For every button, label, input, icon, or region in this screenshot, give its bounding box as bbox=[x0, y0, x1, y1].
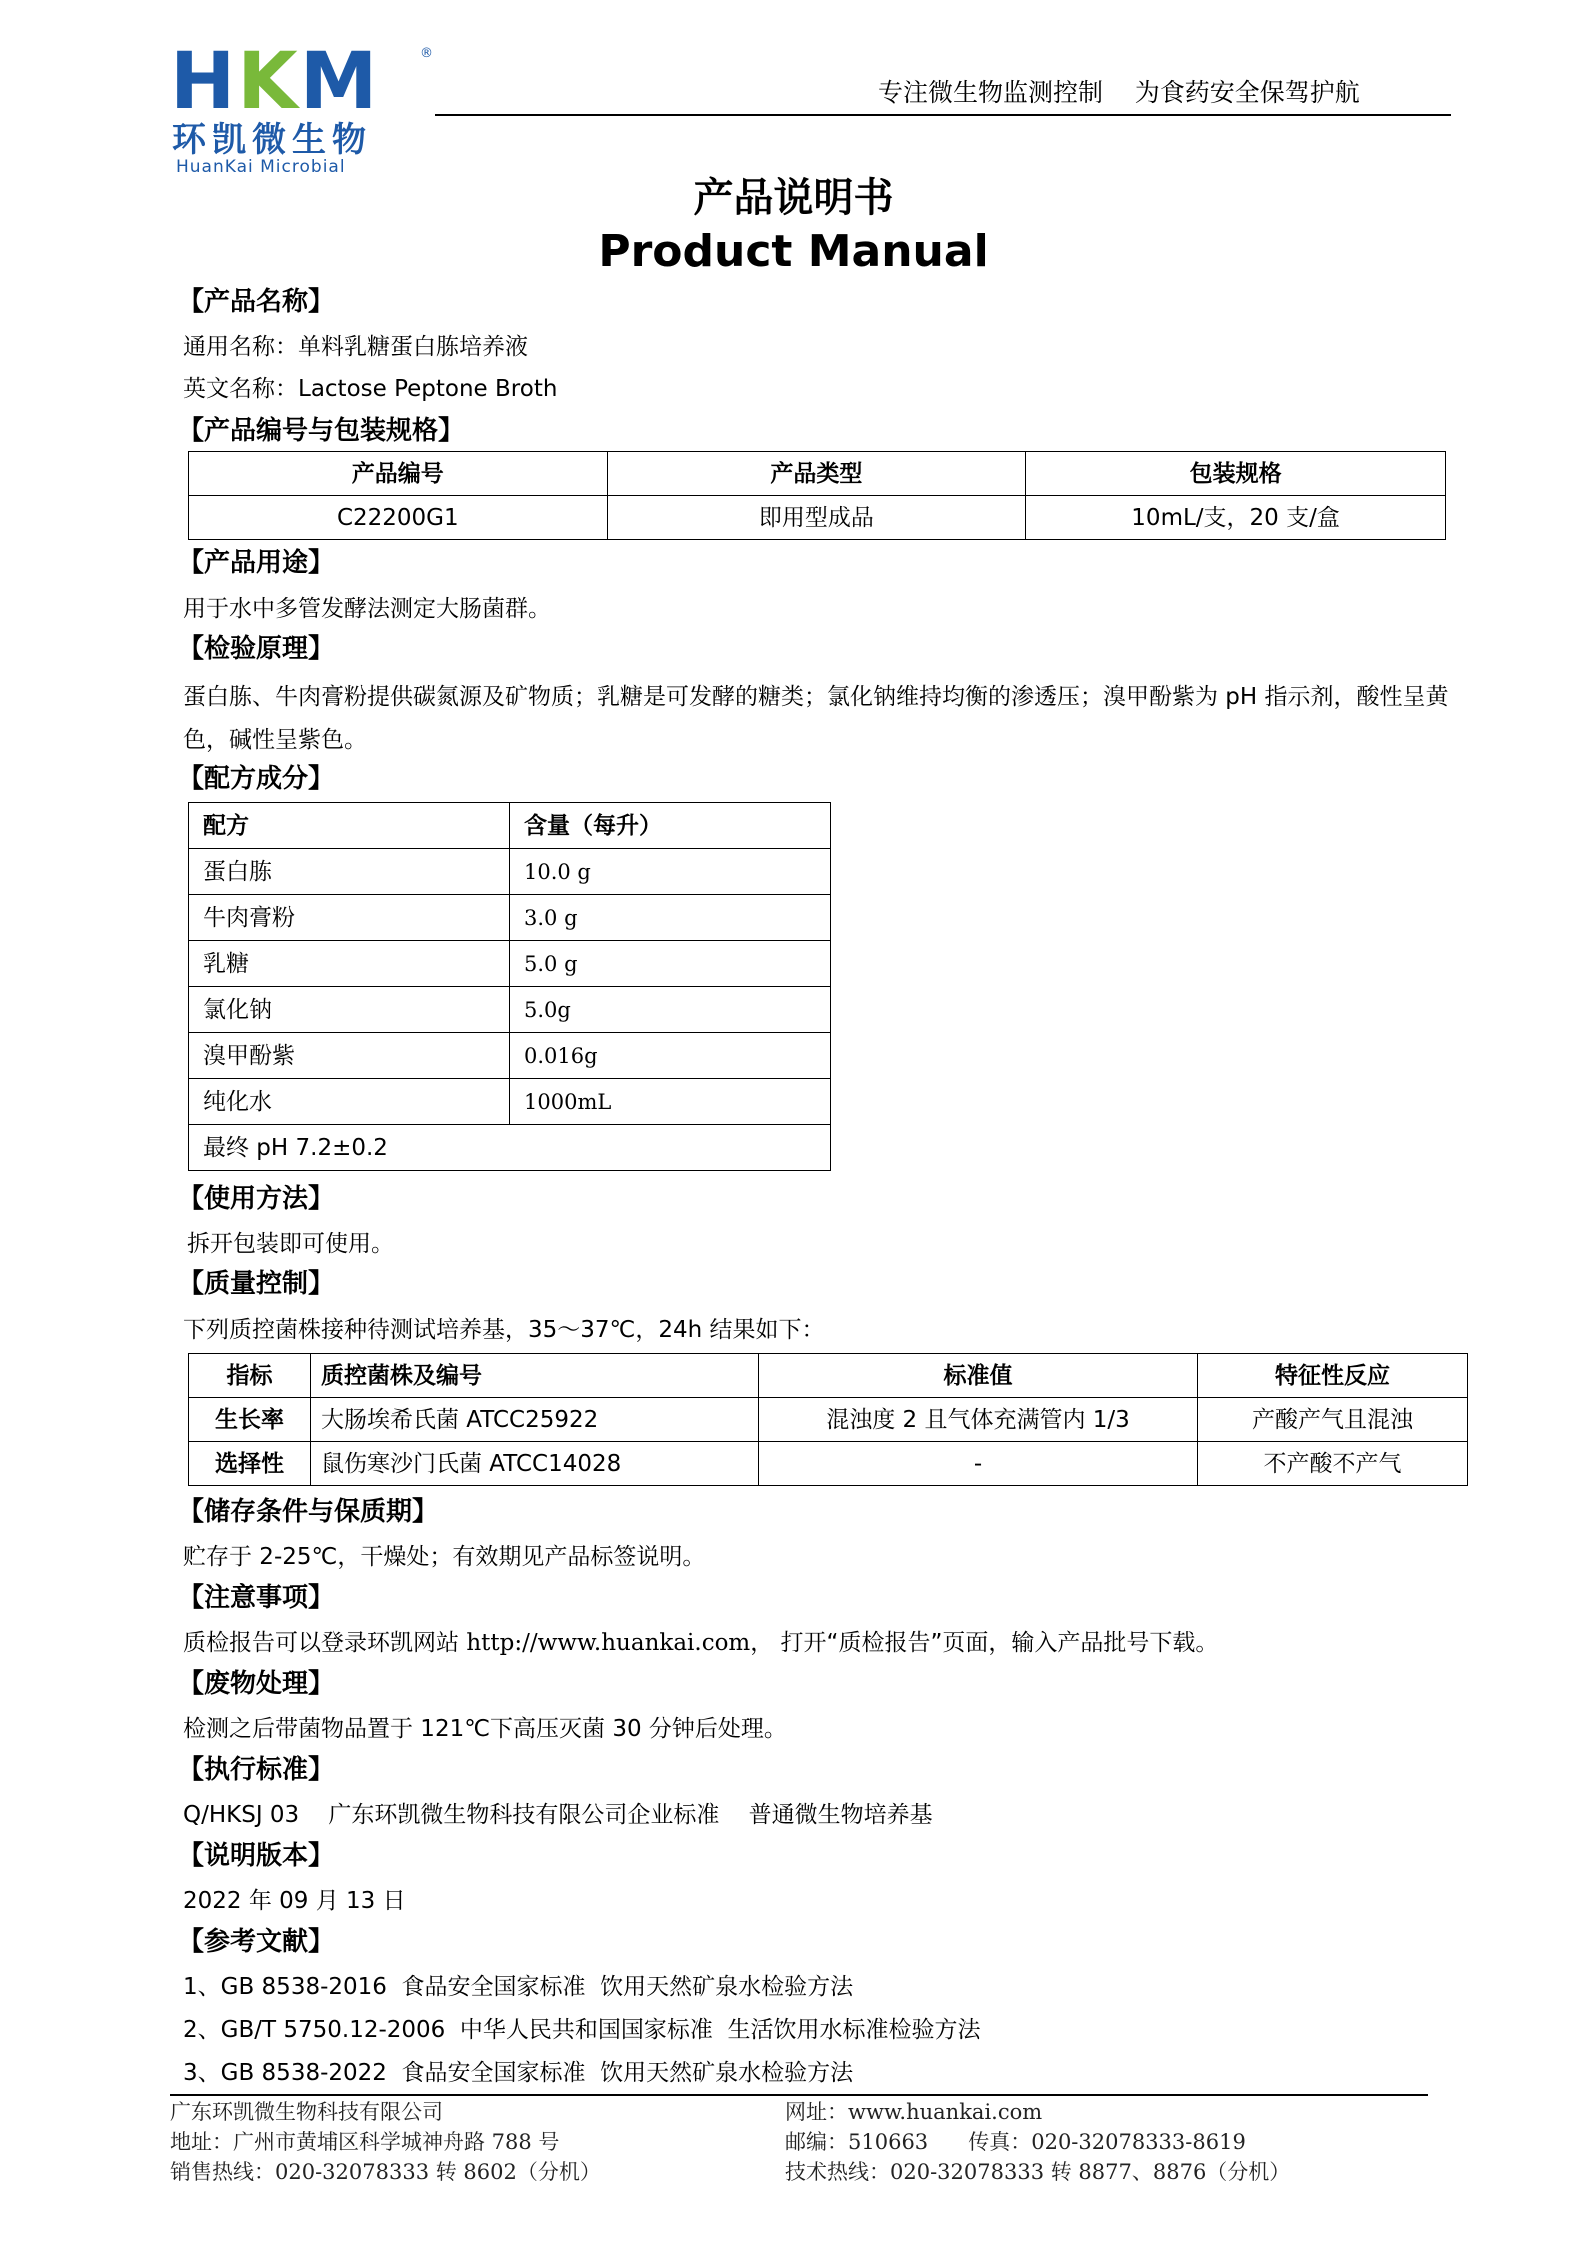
section-heading-name: 【产品名称】 bbox=[178, 287, 335, 317]
table-row bbox=[189, 1442, 1468, 1486]
ingredient-amount: 5.0 g bbox=[510, 941, 831, 987]
table-header-cell: 标准值 bbox=[759, 1354, 1198, 1398]
standard-text: Q/HKSJ 03 广东环凯微生物科技有限公司企业标准 普通微生物培养基 bbox=[183, 1802, 933, 1828]
table-row bbox=[189, 1398, 1468, 1442]
table-row bbox=[189, 895, 831, 941]
ingredient-name: 纯化水 bbox=[189, 1079, 510, 1125]
table-header-row bbox=[189, 803, 831, 849]
reference-item: 1、GB 8538-2016 食品安全国家标准 饮用天然矿泉水检验方法 bbox=[183, 1974, 854, 2000]
table-header-cell: 含量（每升） bbox=[510, 803, 831, 849]
section-heading-notes: 【注意事项】 bbox=[178, 1583, 335, 1613]
qc-reaction: 不产酸不产气 bbox=[1198, 1442, 1468, 1486]
section-heading-formula: 【配方成分】 bbox=[178, 764, 335, 794]
footer-sales-line: 销售热线：020-32078333 转 8602（分机） bbox=[170, 2160, 601, 2184]
table-header-cell: 产品编号 bbox=[189, 452, 608, 496]
section-heading-storage: 【储存条件与保质期】 bbox=[178, 1497, 439, 1527]
header-slogan: 专注微生物监测控制 为食药安全保驾护航 bbox=[878, 78, 1360, 107]
section-heading-principle: 【检验原理】 bbox=[178, 634, 335, 664]
ingredient-name: 氯化钠 bbox=[189, 987, 510, 1033]
table-header-cell: 特征性反应 bbox=[1198, 1354, 1468, 1398]
ingredient-amount: 0.016g bbox=[510, 1033, 831, 1079]
section-heading-standard: 【执行标准】 bbox=[178, 1755, 335, 1785]
section-heading-use: 【产品用途】 bbox=[178, 548, 335, 578]
footer-divider bbox=[170, 2094, 1428, 2096]
logo-mark-k: K bbox=[237, 37, 300, 127]
table-row bbox=[189, 1079, 831, 1125]
ingredient-amount: 5.0g bbox=[510, 987, 831, 1033]
qc-intro: 下列质控菌株接种待测试培养基，35～37℃，24h 结果如下： bbox=[183, 1317, 825, 1343]
registered-mark: ® bbox=[420, 46, 433, 61]
notes-text bbox=[183, 1628, 1218, 1658]
footer-company: 广东环凯微生物科技有限公司 bbox=[170, 2100, 443, 2124]
storage-text: 贮存于 2-25℃，干燥处；有效期见产品标签说明。 bbox=[183, 1544, 706, 1570]
section-heading-version: 【说明版本】 bbox=[178, 1841, 335, 1871]
section-heading-references: 【参考文献】 bbox=[178, 1927, 335, 1957]
version-date: 2022 年 09 月 13 日 bbox=[183, 1888, 406, 1914]
website-link[interactable]: http://www.huankai.com bbox=[466, 1630, 751, 1656]
qc-indicator: 生长率 bbox=[189, 1398, 311, 1442]
principle-text: 蛋白胨、牛肉膏粉提供碳氮源及矿物质；乳糖是可发酵的糖类；氯化钠维持均衡的渗透压；溴甲酚紫为 pH 指示剂，酸性呈黄色，碱性呈紫色。 bbox=[183, 684, 1449, 753]
reference-item: 2、GB/T 5750.12-2006 中华人民共和国国家标准 生活饮用水标准检验方法 bbox=[183, 2017, 981, 2043]
qc-strain: 鼠伤寒沙门氏菌 ATCC14028 bbox=[311, 1442, 759, 1486]
disposal-text: 检测之后带菌物品置于 121℃下高压灭菌 30 分钟后处理。 bbox=[183, 1716, 787, 1742]
table-header-row bbox=[189, 1354, 1468, 1398]
table-header-row bbox=[189, 452, 1446, 496]
method-text: 拆开包装即可使用。 bbox=[187, 1231, 394, 1257]
logo-chinese-name: 环凯微生物 bbox=[172, 120, 372, 160]
ingredient-amount: 10.0 g bbox=[510, 849, 831, 895]
page-title-cn: 产品说明书 bbox=[693, 175, 894, 221]
table-row bbox=[189, 941, 831, 987]
qc-standard: 混浊度 2 且气体充满管内 1/3 bbox=[759, 1398, 1198, 1442]
section-heading-spec: 【产品编号与包装规格】 bbox=[178, 416, 465, 446]
logo-mark-m: M bbox=[299, 37, 380, 127]
table-header-cell: 质控菌株及编号 bbox=[311, 1354, 759, 1398]
section-heading-method: 【使用方法】 bbox=[178, 1184, 335, 1214]
table-row bbox=[189, 1125, 831, 1171]
logo-mark-h: H bbox=[170, 37, 238, 127]
logo-english-name: HuanKai Microbial bbox=[176, 157, 346, 177]
footer-postal-fax: 邮编：510663 传真：020-32078333-8619 bbox=[785, 2130, 1246, 2154]
formula-table bbox=[188, 802, 831, 1171]
ingredient-name: 乳糖 bbox=[189, 941, 510, 987]
qc-indicator: 选择性 bbox=[189, 1442, 311, 1486]
header-divider bbox=[435, 114, 1451, 116]
notes-suffix: ， 打开“质检报告”页面，输入产品批号下载。 bbox=[750, 1630, 1219, 1656]
table-header-cell: 包装规格 bbox=[1026, 452, 1446, 496]
ingredient-name: 蛋白胨 bbox=[189, 849, 510, 895]
ingredient-amount: 3.0 g bbox=[510, 895, 831, 941]
table-header-cell: 配方 bbox=[189, 803, 510, 849]
table-header-cell: 产品类型 bbox=[607, 452, 1026, 496]
ingredient-name: 溴甲酚紫 bbox=[189, 1033, 510, 1079]
english-name: 英文名称：Lactose Peptone Broth bbox=[183, 376, 558, 402]
ingredient-amount: 1000mL bbox=[510, 1079, 831, 1125]
reference-item: 3、GB 8538-2022 食品安全国家标准 饮用天然矿泉水检验方法 bbox=[183, 2060, 854, 2086]
footer-address: 地址：广州市黄埔区科学城神舟路 788 号 bbox=[170, 2130, 560, 2154]
footer-tech-line: 技术热线：020-32078333 转 8877、8876（分机） bbox=[785, 2160, 1291, 2184]
final-ph: 最终 pH 7.2±0.2 bbox=[189, 1125, 831, 1171]
product-type: 即用型成品 bbox=[607, 496, 1026, 540]
qc-standard: - bbox=[759, 1442, 1198, 1486]
logo-mark bbox=[170, 37, 380, 127]
product-code: C22200G1 bbox=[189, 496, 608, 540]
common-name: 通用名称：单料乳糖蛋白胨培养液 bbox=[183, 334, 528, 360]
spec-table bbox=[188, 451, 1446, 540]
section-heading-qc: 【质量控制】 bbox=[178, 1269, 335, 1299]
qc-reaction: 产酸产气且混浊 bbox=[1198, 1398, 1468, 1442]
table-row bbox=[189, 987, 831, 1033]
section-heading-disposal: 【废物处理】 bbox=[178, 1669, 335, 1699]
table-row bbox=[189, 1033, 831, 1079]
ingredient-name: 牛肉膏粉 bbox=[189, 895, 510, 941]
company-logo bbox=[170, 37, 450, 177]
qc-table bbox=[188, 1353, 1468, 1486]
package-spec: 10mL/支，20 支/盒 bbox=[1026, 496, 1446, 540]
page-title-en: Product Manual bbox=[598, 226, 989, 277]
qc-strain: 大肠埃希氏菌 ATCC25922 bbox=[311, 1398, 759, 1442]
table-row bbox=[189, 849, 831, 895]
notes-prefix: 质检报告可以登录环凯网站 bbox=[183, 1630, 467, 1656]
table-header-cell: 指标 bbox=[189, 1354, 311, 1398]
use-text: 用于水中多管发酵法测定大肠菌群。 bbox=[183, 596, 551, 622]
table-row bbox=[189, 496, 1446, 540]
footer-website: 网址：www.huankai.com bbox=[785, 2100, 1043, 2124]
